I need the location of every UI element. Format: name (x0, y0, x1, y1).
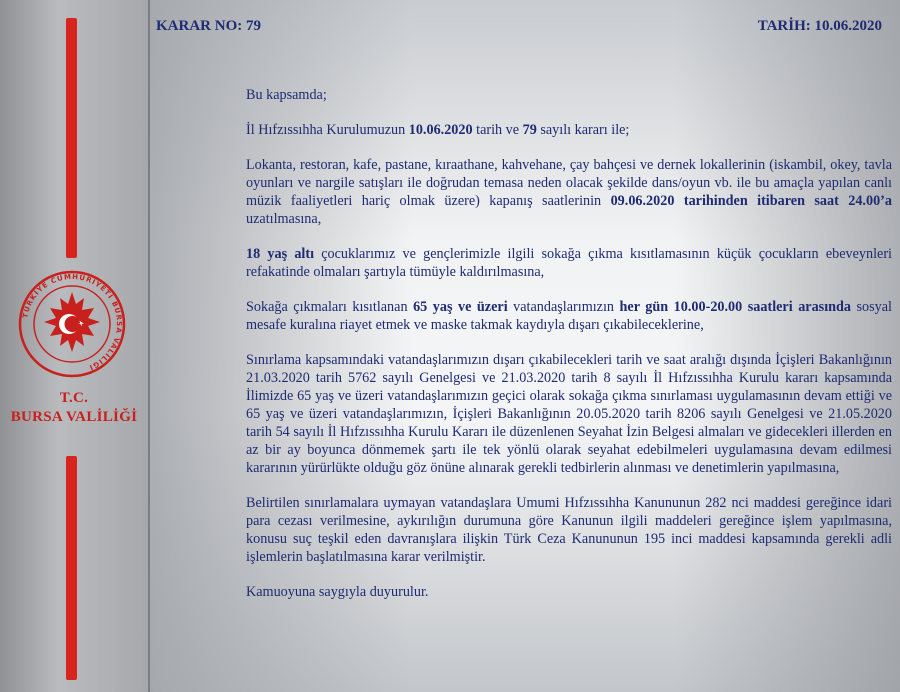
decision-number: KARAR NO: 79 (156, 18, 261, 34)
sidebar (0, 0, 150, 692)
paragraph-over-65: Sokağa çıkmaları kısıtlanan 65 yaş ve üzeri vatandaşlarımızın her gün 10.00-20.00 saatleri arasında sosyal mesafe kuralına riayet etmek ve maske takmak kaydıyla dışarı çıkabileceklerine, (246, 299, 893, 333)
paragraph-penalties: Belirtilen sınırlamalara uymayan vatandaşlara Umumi Hıfzıssıhha Kanununun 282 nci maddesi gereğince idari para cezası verilmesine, aykırılığın durumuna göre Kanunun ilgili maddeleri gereğince işlem yapılmasına, konusu suç teşkil eden davranışlara ilişkin Türk Ceza Kanununun 195 inci maddesi kapsamında gerekli adli işlemlerin başlatılmasına karar verilmiştir. (246, 495, 892, 565)
paragraph-council-decision: İl Hıfzıssıhha Kurulumuzun 10.06.2020 tarih ve 79 sayılı kararı ile; (246, 122, 630, 138)
org-line-bursa-valiligi: BURSA VALİLİĞİ (10, 409, 138, 425)
decision-text (246, 86, 892, 618)
paragraph-venue-hours: Lokanta, restoran, kafe, pastane, kıraathane, kahvehane, çay bahçesi ve dernek lokallerinin (iskambil, okey, tavla oyunları ve nargile satışları ile doğrudan temasa neden olacak şekilde dans/oyun vb. ile bu amaçla yapılan canlı müzik faaliyetleri hariç olmak üzere) kapanış saatlerinin 09.06.2020 tarihinden itibaren saat 24.00’a uzatılmasına, (246, 157, 892, 227)
document-body (150, 0, 900, 692)
paragraph-announcement: Kamuoyuna saygıyla duyurulur. (246, 584, 429, 600)
paragraph-intro: Bu kapsamda; (246, 87, 327, 103)
red-accent-bar-top (66, 18, 77, 258)
org-line-tc: T.C. (59, 390, 89, 406)
paragraph-restrictions: Sınırlama kapsamındaki vatandaşlarımızın dışarı çıkabilecekleri tarih ve saat aralığı dışında İçişleri Bakanlığının 21.03.2020 tarih 5762 sayılı Genelgesi ve 21.03.2020 tarih 8 sayılı İl Hıfzıssıhha Kurulu kararı kapsamında İlimizde 65 yaş ve üzeri vatandaşlarımızın geçici olarak sokağa çıkma sınırlaması uygulamasının devam ettiği ve 65 yaş ve üzeri vatandaşlarımızın, İçişleri Bakanlığının 20.05.2020 tarih 8206 sayılı Genelgesi ve 21.05.2020 tarih 54 sayılı İl Hıfzıssıhha Kurulu Kararı ile düzenlenen Seyahat İzin Belgesi almaları ve gidecekleri illerden en az bir ay boyunca dönmemek şartı ile tek yönlü olarak seyahat edebilmeleri uygulamasına devam edilmesi kararının yürürlükte olduğu göz önüne alınarak gerekli tedbirlerin alınması ve denetimlerin yapılmasına, (246, 352, 892, 476)
paragraph-under-18: 18 yaş altı çocuklarımız ve gençlerimizle ilgili sokağa çıkma kısıtlamasının küçük çocukların ebeveynleri refakatinde olmaları şartıyla tümüyle kaldırılmasına, (246, 246, 892, 280)
svg-text:TÜRKİYE CUMHURİYETİ BURSA VALİ: TÜRKİYE CUMHURİYETİ BURSA VALİLİĞİ (21, 272, 124, 372)
red-accent-bar-bottom (66, 456, 77, 680)
decision-date: TARİH: 10.06.2020 (757, 18, 882, 34)
governorship-seal-icon (18, 270, 126, 378)
